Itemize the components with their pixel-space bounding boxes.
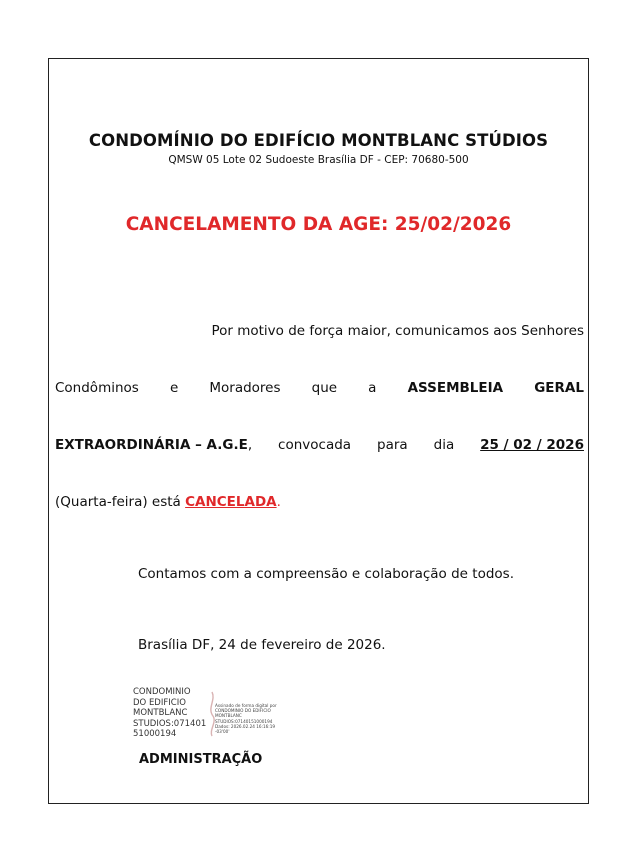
body-line-4: (Quarta-feira) está CANCELADA. bbox=[55, 494, 281, 510]
condominium-title: CONDOMÍNIO DO EDIFÍCIO MONTBLANC STÚDIOS bbox=[88, 131, 549, 150]
body-line-2 bbox=[55, 380, 584, 396]
word: dia bbox=[433, 437, 455, 453]
place-date: Brasília DF, 24 de fevereiro de 2026. bbox=[138, 637, 386, 653]
cancellation-heading: CANCELAMENTO DA AGE: 25/02/2026 bbox=[125, 214, 512, 235]
word: e bbox=[169, 380, 179, 396]
word: a bbox=[368, 380, 377, 396]
assembly-date: 25 / 02 / 2026 bbox=[480, 437, 584, 453]
signer-role: ADMINISTRAÇÃO bbox=[139, 752, 263, 767]
signature-details: Assinado de forma digital por CONDOMINIO DO EDIFICIO MONTBLANC STUDIOS:07140151000194 Dados: 2026.02.24 16:16:19 -03'00' bbox=[215, 703, 277, 735]
thanks-line: Contamos com a compreensão e colaboração de todos. bbox=[138, 566, 514, 582]
word: Condôminos bbox=[55, 380, 139, 396]
word-bold: ASSEMBLEIA bbox=[407, 380, 504, 396]
word: para bbox=[377, 437, 408, 453]
digital-signature bbox=[133, 687, 283, 739]
word: convocada bbox=[278, 437, 352, 453]
condominium-address: QMSW 05 Lote 02 Sudoeste Brasília DF - CEP: 70680-500 bbox=[168, 154, 469, 166]
document-border bbox=[48, 58, 589, 804]
body-line-1: Por motivo de força maior, comunicamos aos Senhores bbox=[211, 323, 584, 339]
word: Moradores bbox=[209, 380, 281, 396]
signature-name: CONDOMINIO DO EDIFICIO MONTBLANC STUDIOS:071401 51000194 bbox=[133, 687, 207, 739]
body-line-3 bbox=[55, 437, 584, 453]
assembly-type: EXTRAORDINÁRIA – A.G.E, bbox=[55, 437, 253, 453]
word: que bbox=[311, 380, 338, 396]
word-bold: GERAL bbox=[534, 380, 584, 396]
cancelled-word: CANCELADA bbox=[185, 494, 277, 510]
